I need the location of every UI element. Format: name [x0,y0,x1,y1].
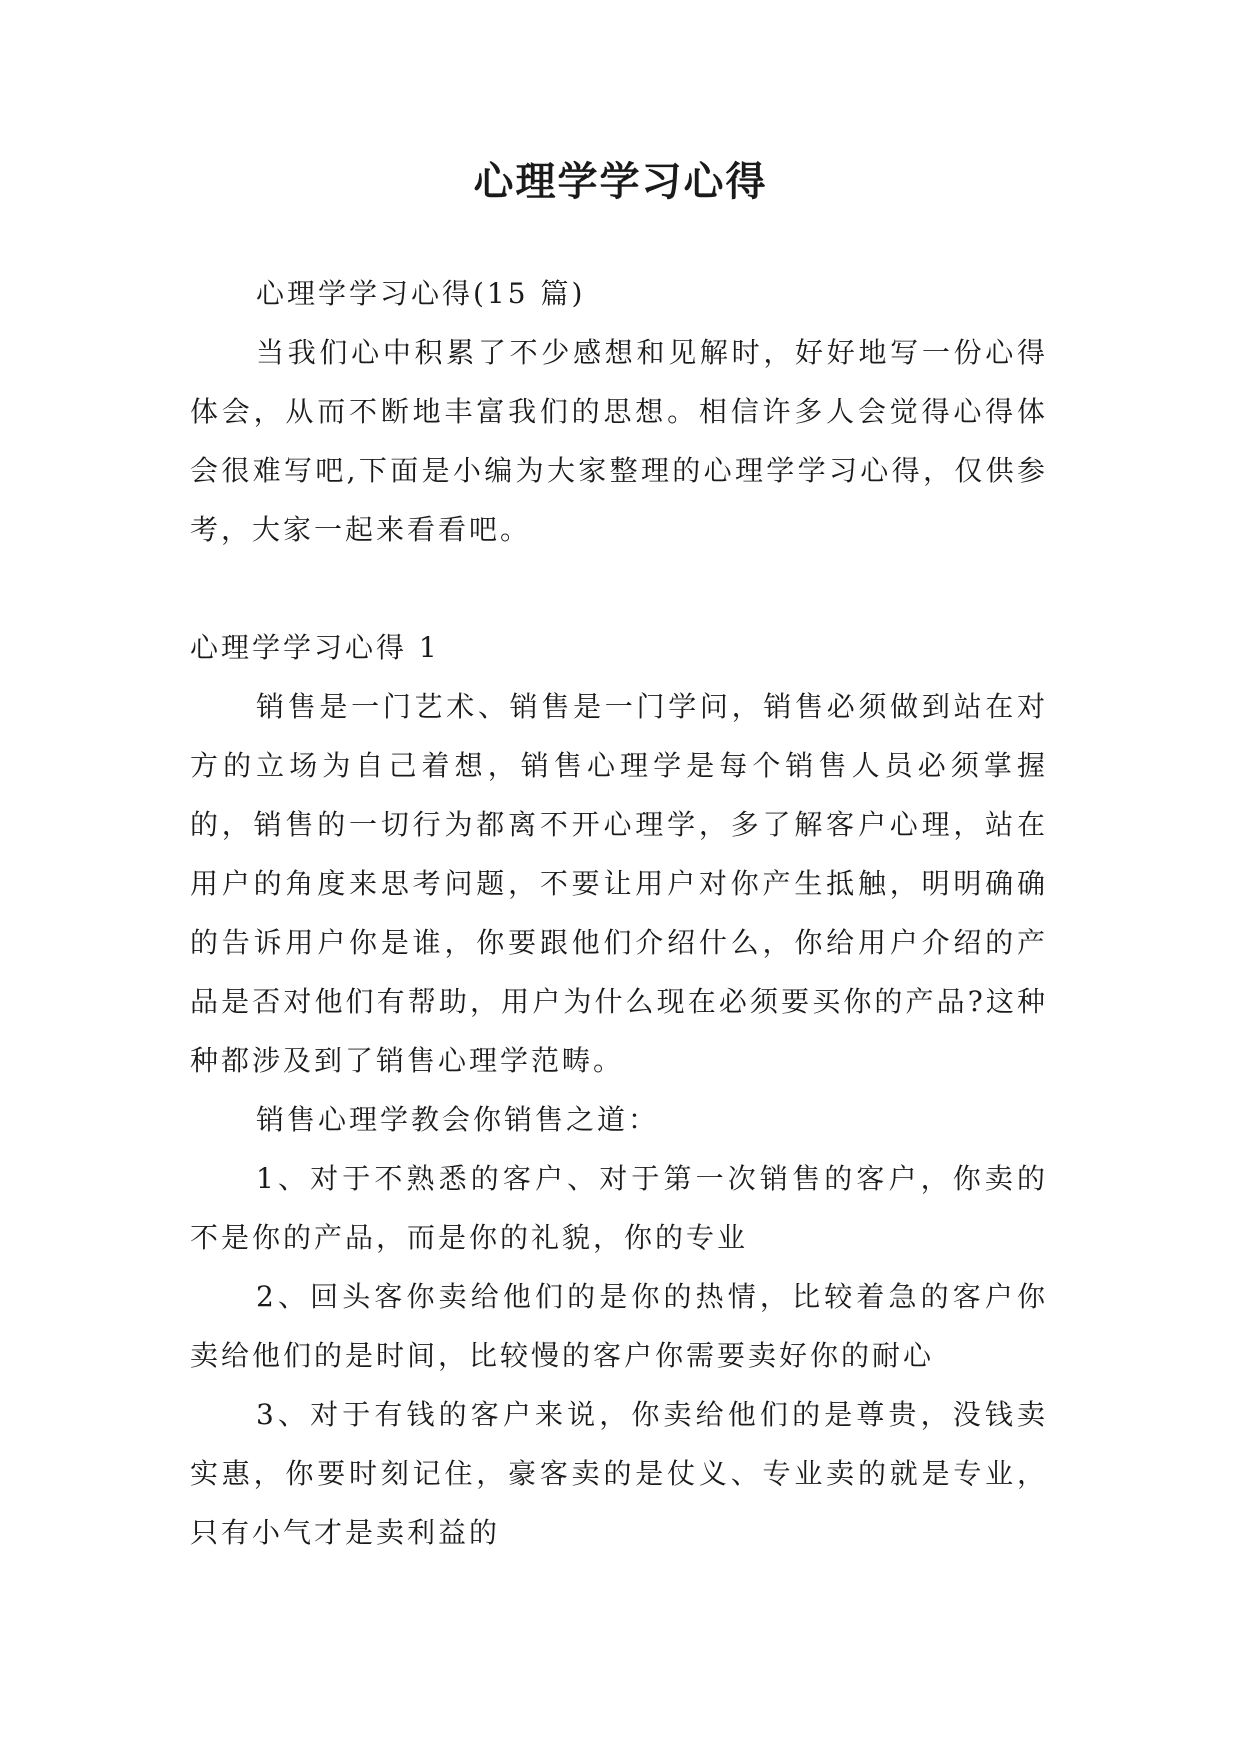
document-body [190,264,1048,1562]
body-paragraph: 销售是一门艺术、销售是一门学问，销售必须做到站在对方的立场为自己着想，销售心理学是每个销售人员必须掌握的，销售的一切行为都离不开心理学，多了解客户心理，站在用户的角度来思考问题，不要让用户对你产生抵触，明明确确的告诉用户你是谁，你要跟他们介绍什么，你给用户介绍的产品是否对他们有帮助，用户为什么现在必须要买你的产品?这种种都涉及到了销售心理学范畴。 [190,690,1048,1077]
list-item: 2、回头客你卖给他们的是你的热情，比较着急的客户你卖给他们的是时间，比较慢的客户你需要卖好你的耐心 [190,1280,1048,1372]
document-subtitle: 心理学学习心得(15 篇) [256,277,586,310]
intro-paragraph: 当我们心中积累了不少感想和见解时，好好地写一份心得体会，从而不断地丰富我们的思想。相信许多人会觉得心得体会很难写吧,下面是小编为大家整理的心理学学习心得，仅供参考，大家一起来看看吧。 [190,336,1048,546]
list-item: 1、对于不熟悉的客户、对于第一次销售的客户，你卖的不是你的产品，而是你的礼貌，你的专业 [190,1162,1048,1254]
section-heading: 心理学学习心得 1 [190,631,440,664]
list-item: 3、对于有钱的客户来说，你卖给他们的是尊贵，没钱卖实惠，你要时刻记住，豪客卖的是仗义、专业卖的就是专业，只有小气才是卖利益的 [190,1398,1048,1549]
body-paragraph: 销售心理学教会你销售之道： [256,1103,660,1136]
document-title: 心理学学习心得 [473,158,768,205]
